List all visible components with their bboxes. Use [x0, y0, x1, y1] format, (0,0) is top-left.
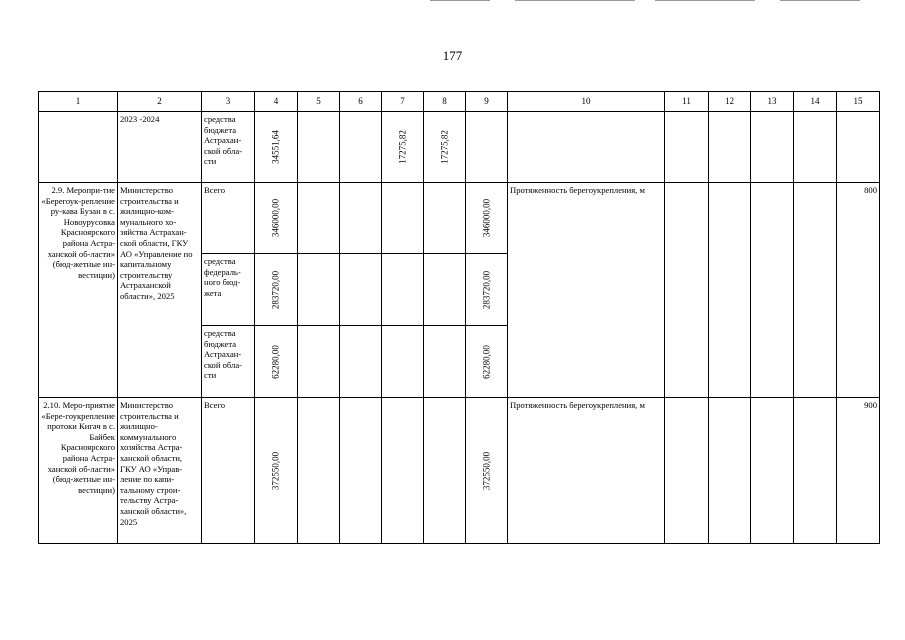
header-row — [39, 92, 880, 112]
empty-cell — [794, 112, 837, 183]
empty-cell — [39, 112, 118, 183]
header-cell: 9 — [466, 92, 508, 112]
funding-source-cell: средства бюджета Астрахан-ской обла-сти — [202, 112, 255, 183]
header-cell: 11 — [665, 92, 709, 112]
budget-table — [38, 91, 880, 544]
target-value-cell: 800 — [837, 183, 880, 398]
empty-cell — [709, 112, 751, 183]
amount-cell: 346000,00 — [466, 183, 508, 254]
amount-cell: 62280,00 — [255, 326, 298, 398]
header-cell: 10 — [508, 92, 665, 112]
header-cell: 1 — [39, 92, 118, 112]
empty-cell — [794, 398, 837, 544]
empty-cell — [751, 112, 794, 183]
empty-cell — [298, 183, 340, 254]
empty-cell — [382, 398, 424, 544]
empty-cell — [794, 183, 837, 398]
header-cell: 3 — [202, 92, 255, 112]
table-row — [39, 112, 880, 183]
empty-cell — [382, 254, 424, 326]
table-row — [39, 183, 880, 254]
funding-source-cell: Всего — [202, 398, 255, 544]
empty-cell — [382, 326, 424, 398]
header-cell: 15 — [837, 92, 880, 112]
header-cell: 8 — [424, 92, 466, 112]
empty-cell — [298, 254, 340, 326]
amount-cell: 372550,00 — [255, 398, 298, 544]
amount-cell: 372550,00 — [466, 398, 508, 544]
empty-cell — [665, 398, 709, 544]
header-cell: 12 — [709, 92, 751, 112]
empty-cell — [424, 254, 466, 326]
activity-name-cell: 2.9. Меропри-тие «Берегоук-репление ру-кава Бузан в с. Новоурусовка Красноярского района Астра-ханской об-ласти» (бюд-жетные ин-вестиции) — [39, 183, 118, 398]
amount-cell: 283720,00 — [466, 254, 508, 326]
header-cell: 5 — [298, 92, 340, 112]
empty-cell — [340, 398, 382, 544]
empty-cell — [382, 183, 424, 254]
header-cell: 13 — [751, 92, 794, 112]
period-cell: 2023 -2024 — [118, 112, 202, 183]
empty-cell — [466, 112, 508, 183]
empty-cell — [340, 326, 382, 398]
target-value-cell: 900 — [837, 398, 880, 544]
executor-cell: Министерство строительства и жилищно-коммунального хозяйства Астра-ханской области, ГКУ АО «Управ-ление по капи-тальному строи-тельству Астра-ханской области», 2025 — [118, 398, 202, 544]
empty-cell — [340, 112, 382, 183]
empty-cell — [298, 112, 340, 183]
funding-source-cell: средства бюджета Астрахан-ской обла-сти — [202, 326, 255, 398]
empty-cell — [665, 112, 709, 183]
indicator-cell: Протяженность берегоукрепления, м — [508, 183, 665, 398]
page-number: 177 — [442, 48, 463, 63]
amount-cell: 283720,00 — [255, 254, 298, 326]
empty-cell — [424, 183, 466, 254]
empty-cell — [709, 183, 751, 398]
scan-edge-line — [780, 0, 860, 1]
funding-source-cell: Всего — [202, 183, 255, 254]
amount-cell: 17275,82 — [424, 112, 466, 183]
amount-cell: 34551,64 — [255, 112, 298, 183]
funding-source-cell: средства федераль-ного бюд-жета — [202, 254, 255, 326]
scan-edge-line — [655, 0, 755, 1]
header-cell: 2 — [118, 92, 202, 112]
scan-edge-line — [515, 0, 635, 1]
empty-cell — [837, 112, 880, 183]
empty-cell — [298, 326, 340, 398]
header-cell: 7 — [382, 92, 424, 112]
empty-cell — [751, 398, 794, 544]
amount-cell: 346000,00 — [255, 183, 298, 254]
scan-edge-line — [430, 0, 490, 1]
header-cell: 6 — [340, 92, 382, 112]
indicator-cell: Протяженность берегоукрепления, м — [508, 398, 665, 544]
empty-cell — [424, 398, 466, 544]
empty-cell — [709, 398, 751, 544]
header-cell: 4 — [255, 92, 298, 112]
empty-cell — [340, 254, 382, 326]
empty-cell — [340, 183, 382, 254]
header-cell: 14 — [794, 92, 837, 112]
executor-cell: Министерство строительства и жилищно-ком-мунального хо-зяйства Астрахан-ской области, ГКУ АО «Управление по капитальному строительству Астраханской области», 2025 — [118, 183, 202, 398]
empty-cell — [424, 326, 466, 398]
empty-cell — [508, 112, 665, 183]
empty-cell — [298, 398, 340, 544]
activity-name-cell: 2.10. Меро-приятие «Бере-гоукрепление протоки Кигач в с. Байбек Красноярского района Астра-ханской об-ласти» (бюд-жетные ин-вестиции) — [39, 398, 118, 544]
amount-cell: 17275,82 — [382, 112, 424, 183]
table-row — [39, 398, 880, 544]
amount-cell: 62280,00 — [466, 326, 508, 398]
empty-cell — [665, 183, 709, 398]
empty-cell — [751, 183, 794, 398]
